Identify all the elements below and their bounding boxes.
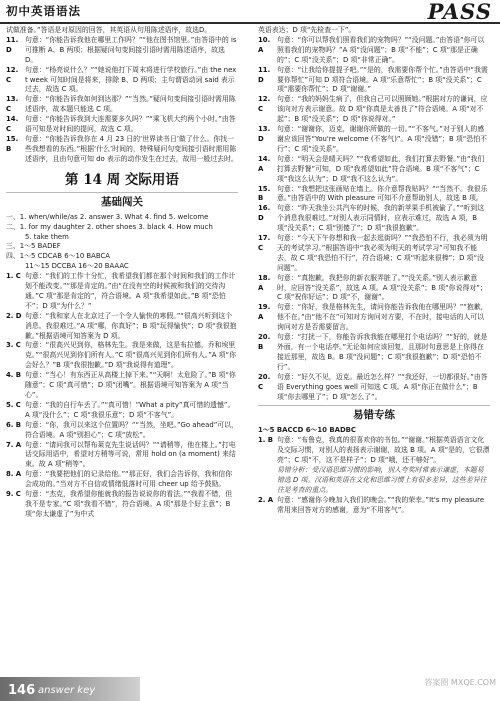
error-analysis <box>258 466 490 496</box>
answer-text: 句意：“你能告诉我他在哪里工作吗？”“他在图书馆里。”由答语中的 is 可推断 A、B 两项；根据疑问句变间接引语时需用陈述语序，故选 D。 <box>25 35 237 64</box>
answer-text: 句意：“谢谢你，迈克，谢谢你所做的一切。”“不客气。”对于别人的感谢应该回答“You're welcome (不客气)”。A 项“没错”；B 项“恐怕不行”；C 项“没关系”。 <box>277 125 488 153</box>
answer-number: 13. D <box>258 125 271 143</box>
answer-text: 句意：“杰克，我希望你能就我的报告说说你的看法。”“我看不错，但我不是专家。”C 项“我看不错”，符合语境。A 项“那是个好主意”；B 项“你太谦虚了”为中式 <box>25 490 233 518</box>
answer-item <box>258 496 490 516</box>
answer-number: 11. D <box>6 35 19 54</box>
answer-text: 句意：“很高兴见到你，格林先生。我是来做，这是布拉德，乔和埃里克。”“很高兴见到你们所有人。”C 项“很高兴见到你们所有人。”A 项“你会好么？”B 项“我很抱歉。”D 项“我说得有道理”。 <box>25 341 237 370</box>
answer-text: 句意：“我想把这张画贴在墙上。你介意帮我贴吗？”“当然不。我很乐意。”由答语中的 With pleasure 可知不介意帮助别人，故选 B 项。 <box>277 184 488 203</box>
answer-text: 句意：“打扰一下，你能告诉我我能在哪里打个电话吗？”“好的，就是外面，有一个电话亭。”无论如何应该回复，且那时句意思是上你得在接近那里，故选 B。B 项“没问题”；C 项“我很抱歉”；D 项“恐怕不行”。 <box>277 333 488 371</box>
answer-text: 句意：“你好，我是格林先生，请问你能告诉我他在哪里吗？”“抱歉，他不在。”由“他不在”可知对方询问对方要，不在时，接电话的人可以询问对方是否需要留言。 <box>277 303 488 332</box>
answer-number: 13. C <box>6 95 19 114</box>
answer-number: 14. A <box>258 154 271 173</box>
answer-item <box>6 115 238 135</box>
answer-text: 句意：“真抱歉。我把你的新衣服弄脏了。”“没关系。”别人表示歉意时，应回答“没关系”，故选 A 项。A 项“没关系”；B 项“你说得对”；C 项“祝你好运”；D 项“不，谢谢”。 <box>277 273 487 302</box>
answer-number: 12. C <box>6 65 19 84</box>
answer-number: 12. C <box>258 95 271 114</box>
answer-item <box>6 272 238 312</box>
answer-line: 四、1～5 CDCAB 6～10 BABCA <box>6 252 110 261</box>
answer-text: 句意：“让我给你提提子吧。”“是的，我需要你帮个忙。”由答语中“我需要你帮忙”可知 D 项符合语境。A 项“乐意帮忙”；B 项“没关系”；C 项“需要你帮忙”；D 项“谢谢。” <box>277 65 488 94</box>
answer-number: 14. C <box>6 115 19 134</box>
answer-text: 句意：“你可以帮我们照看我们的宠物吗？”“没问题。”由答语“你可以照看我们的宠物吗？”A 项“没问题”；B 项“不能”；C 项“那是正确的”；C 项“没关系”；D 项“非常正确”。 <box>277 35 485 64</box>
answer-text: 句意：“明天会是晴天吗？”“我希望如此，我们打算去野餐。”由“我们打算去野餐”可知，D 项“我希望如此”符合语境。B 项“不客气”；C 项“我这么认为”；D 项“我不这么认为”。 <box>277 154 485 183</box>
answer-item <box>6 36 238 66</box>
continued-text: 试做准备。”答语是对原因的回答，其英语从句用陈述语序，故选D。 <box>6 26 212 34</box>
answer-number: 16. D <box>258 204 271 223</box>
answer-item <box>258 185 490 205</box>
answer-number: 15. B <box>6 134 19 153</box>
answer-text: 句意：“你能告诉我你在 4 月 23 日的‘世界读书日’做了什么。你找一些我想看的东西。”根据‘什么’时间的，特殊疑问句变间接引语时需用陈述语序，且由句意可知 do 表示的动作发生在过去，故用一般过去时。 <box>25 134 238 163</box>
answer-item <box>258 274 490 304</box>
answer-text: 句意：“杨亮说什么？”“她说他打下周末将进行学校旅行。”由 the next week 可知时间是将来，排除 B、D 两项；主句谓语动词 said 表示过去，故选 C 项。 <box>25 65 237 94</box>
answer-number: 8. A <box>6 470 22 479</box>
answer-item <box>258 155 490 185</box>
answer-number: 10. A <box>258 35 271 54</box>
answer-item <box>6 371 238 401</box>
answer-number: 1. C <box>6 272 21 281</box>
answer-line: 一、1. when/while/as 2. answer 3. What 4. find 5. welcome <box>6 212 209 221</box>
answer-text: 句意：“我的妈妈生病了，但我自己可以照顾她。”根据对方的谦词，应该向对方表示谢意。故 D 项“你真是太善良了”符合语境。A 项“对不起”；B 项“没关系”；D 项“你说得对。” <box>277 95 488 124</box>
answer-item <box>258 234 490 274</box>
answer-text: 句意：“我要把他们的记录给他。”“那正好，我们会告诉你，我和信你会成功的。”当对方不自信或情绪低落时可用 cheer up 给予鼓励。 <box>25 470 233 489</box>
answer-text: 易错分析：受汉语思维习惯的影响，别人夸奖时常表示谦虚，本题易错选 D 项。汉语和英语在文化和思维习惯上有很多差异，这些差异往往是考查的重点。 <box>277 466 487 494</box>
answer-text: 句意：“我的自行车丢了。”“真可惜！”What a pity”真可惜的遗憾”。A 项“没什么”；C 项“我很乐意”；D 项“不客气”。 <box>25 400 235 419</box>
answer-line: 11～15 DCCBA 16～20 BAAAC <box>25 262 129 271</box>
pass-logo: PASS <box>427 0 492 24</box>
answer-number: 5. C <box>6 400 21 409</box>
answer-number: 9. C <box>6 490 21 499</box>
answer-item <box>6 401 238 421</box>
answer-number: 20. B <box>258 333 271 351</box>
answer-number: 7. A <box>6 440 22 449</box>
section-heading-error: 易错专练 <box>258 405 490 422</box>
answer-number: 3. C <box>6 341 21 350</box>
answer-text: 句意：“今天下午你想和我一起去逛街吗？”“我恐怕不行，我必须为明天的考试学习。”根据答语中“我必须为明天的考试学习”可知我不能去，故 C 项“我恐怕不行”，符合语境；C 项“听起来很棒”；D 项“没问题”。 <box>277 234 488 272</box>
answer-number: 15. B <box>258 184 271 203</box>
answer-text: 句意：“布鲁克，我真的很喜欢你的书包。”“谢谢。”根据英语语言文化及交际习惯，对别人的表扬表示谢谢，故选 B 项。A 项“是的，它很漂亮”；C 项“不，这不是样子”；D 项“哦，还不够好”。 <box>277 436 490 465</box>
answer-text: 句意：“昨天我坐公共汽车的时候，我的新苹果手机被偷了。”“听到这个消息我很难过。”对别人表示同情时，应表示难过，故选 A 项，B 项“没关系”；C 项“别傻了”；D 项“我很抱歉”。 <box>277 204 485 233</box>
answer-item <box>6 66 238 96</box>
answer-item <box>6 441 238 471</box>
answer-number <box>258 466 277 496</box>
answer-item <box>258 204 490 234</box>
week-heading: 第 14 周 交际用语 <box>65 171 179 188</box>
answer-item <box>6 341 238 371</box>
answer-number: 17. C <box>258 234 271 252</box>
answer-number: 19. A <box>258 303 271 322</box>
answer-number: 18. A <box>258 273 271 292</box>
answer-text: 句意：“你能告诉我到大连需要多久吗？”“乘飞机大约两个小时。”由答语可知是对时间的提问，故选 C 项。 <box>25 115 236 134</box>
answer-item <box>6 312 238 342</box>
answer-number: 2. A <box>258 495 274 504</box>
answer-line: 1～5 BACCD 6～10 BADBC <box>258 426 356 435</box>
answer-number: 4. B <box>6 371 22 380</box>
answer-text: 句意：“你，我可以来这个位置吗？”“当然，坐吧。”Go ahead”可以，符合语境。A 项“别担心”；C 项“放松”。 <box>25 420 238 439</box>
page-header <box>0 0 500 24</box>
answer-item <box>6 95 238 115</box>
answer-item <box>6 421 238 441</box>
continued-text: 英语表达；D 项“先检查一下”。 <box>258 26 356 34</box>
right-column <box>258 26 490 516</box>
answer-item <box>258 36 490 66</box>
page-number: 146 <box>8 683 36 698</box>
answer-item <box>258 333 490 373</box>
answer-item <box>258 66 490 96</box>
footer-bar <box>0 677 140 701</box>
answer-item <box>258 303 490 333</box>
answer-line: 5. take them <box>25 232 69 241</box>
answer-number: 11. D <box>258 65 271 84</box>
answer-number: 1. B <box>258 436 274 445</box>
answer-text: 句意：“好久不见，迈克。最近怎么样？”“我还好，一切都很好。”由答语 Everything goes well 可知选 C 项。A 项“你正在做什么”；B 项“你去哪里了”；D 项“怎么了”。 <box>277 372 488 401</box>
answer-item <box>6 490 238 520</box>
answer-item <box>258 373 490 403</box>
answer-line: 二、1. for my daughter 2. other shoes 3. black 4. How much <box>6 222 213 231</box>
answer-number: 2. D <box>6 311 22 320</box>
book-title: 初中英语语法 <box>6 4 81 18</box>
answer-item <box>6 470 238 490</box>
answer-key-label: answer key <box>38 685 96 696</box>
answer-line: 三、1～5 BADEF <box>6 242 61 251</box>
answer-text: 句意：“当心！有东西正从高楼上掉下来。”“天啊！太危险了。”B 项“你随意”；C 项“真可惜”；D 项“闭嘴”。根据语境可知答案为 A 项“当心”。 <box>25 371 236 399</box>
answer-text: 句意：“感谢你今晚加入我们的晚会。”“我的荣幸。”It's my pleasure 常用来回答对方的感谢，意为“不用客气”。 <box>277 495 485 514</box>
answer-text: 句意：“请问我可以帮布莱克先生说话吗？”“请稍等，他在楼上。”打电话交际用语中，希望对方稍等可说，常用 hold on (a moment) 来结束。故 A 项“稍等”。 <box>25 440 236 469</box>
answer-number: 6. B <box>6 420 22 429</box>
left-column <box>6 26 238 520</box>
answer-text: 句意：“你能告诉我如何到达那？”“当然。”疑问句变间接引语时需用陈述语序，故本题只能选 C 项。 <box>25 95 236 114</box>
answer-item <box>258 125 490 155</box>
answer-item <box>6 135 238 165</box>
answer-item <box>258 95 490 125</box>
answer-item <box>258 436 490 466</box>
section-heading-basic: 基础闯关 <box>6 192 238 209</box>
answer-text: 句意：“我们的工作十分忙，我希望我们都在那个时间和我们的工作计划不能改变。”“那是肯定的。”由“在没有空的时候被和我们的交待沟通。”C 项“那是肯定的”，符合语境。A 项“我希望如此。”B 项“恐怕不”；D 项“为什么？” <box>25 272 236 310</box>
answer-number: 20. C <box>258 372 271 391</box>
answer-text: 句意：“我和家人在北京过了一个令人愉快的寒假。”“很高兴听到这个消息。我很难过。”A 项“哪，你真好”；B 项“玩得愉快”；D 项“我很抱歉。”根据语境可知答案为 D 项。 <box>25 311 237 340</box>
watermark: 答案圈 MXQE.COM <box>424 678 496 687</box>
